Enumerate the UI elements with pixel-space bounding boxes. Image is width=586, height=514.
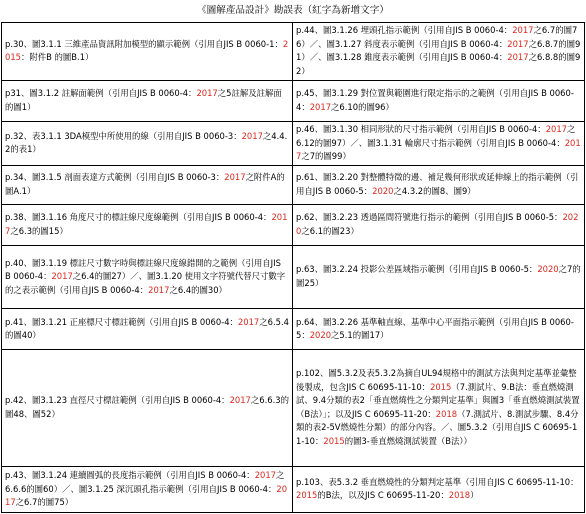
new-text-segment: 2017 bbox=[309, 101, 332, 112]
errata-cell-right bbox=[293, 165, 585, 204]
new-text-segment: 2020 bbox=[309, 330, 332, 341]
text-segment: 之6.10的圖96） bbox=[331, 101, 394, 112]
text-segment: p.30、圖3.1.1 三維產品資訊附加模型的顯示範例（引用自JIS B 0060-1： bbox=[5, 38, 283, 49]
text-segment: p.40、圖3.1.19 標註尺寸數字時與標註線尺度線錯開的之範例（引用自JIS B 0060-4： bbox=[5, 257, 281, 282]
table-row bbox=[2, 80, 585, 121]
text-segment: （7.測試片、8.測試步驟、8.4分類的表2-5V燃燒性分類）的部分內容。／、圖5.3.2（引用自JIS C 60695-11-10： bbox=[296, 408, 579, 446]
text-segment: p.46、圖3.1.30 相同形狀的尺寸指示範例（引用自JIS B 0060-4： bbox=[296, 124, 546, 135]
errata-cell-left bbox=[2, 165, 293, 204]
new-text-segment: 2017 bbox=[224, 172, 246, 183]
new-text-segment: 2017 bbox=[229, 395, 251, 406]
text-segment: （7.測試片、9.B法：垂直燃燒測試、9.4分類的表2「垂直燃燒性之分類判定基準」與圖3「垂直燃燒測試裝置（B法）」；以及JIS C 60695-11-20： bbox=[296, 381, 580, 419]
errata-cell-left bbox=[2, 205, 293, 245]
text-segment: p.61、圖3.2.20 對整體特徵的邊、補足幾何形狀或延伸線上的指示範例（引用自JIS B 0060-5： bbox=[296, 172, 579, 196]
new-text-segment: 2017 bbox=[5, 483, 288, 507]
text-segment: p.41、圖3.1.21 正座標尺寸標註範例（引用自JIS B 0060-4： bbox=[5, 316, 238, 327]
text-segment: p.43、圖3.1.24 連續圓弧的長度指示範例（引用自JIS B 0060-4： bbox=[5, 470, 255, 480]
text-segment: p31、圖3.1.2 註解面範例（引用自JIS B 0060-4： bbox=[5, 88, 197, 99]
text-segment: 之附件A的圖A.1） bbox=[5, 172, 285, 196]
text-segment: 之6.3的圖15） bbox=[10, 225, 68, 236]
errata-cell-right bbox=[293, 350, 585, 466]
new-text-segment: 2017 bbox=[241, 130, 263, 141]
text-segment: 之4.4.2的表1） bbox=[5, 130, 288, 155]
text-segment: p.34、圖3.1.5 剖面表達方式範例（引用自JIS B 0060-3： bbox=[5, 172, 225, 183]
new-text-segment: 2018 bbox=[448, 490, 471, 501]
new-text-segment: 2017 bbox=[512, 25, 534, 36]
errata-cell-left bbox=[2, 23, 293, 81]
text-segment: 之6.5.4的圖40） bbox=[5, 316, 289, 341]
table-row bbox=[2, 165, 585, 204]
errata-table bbox=[1, 22, 585, 513]
text-segment: 之6.6.6的圖60）／、圖3.1.25 深沉頭孔指示範例（引用自JIS B 0060-4： bbox=[5, 470, 285, 494]
text-segment: 的圖3-垂直燃燒測試裝置（B法）） bbox=[344, 435, 472, 446]
table-row bbox=[2, 245, 585, 309]
new-text-segment: 2017 bbox=[545, 124, 568, 135]
errata-cell-left bbox=[2, 245, 293, 309]
text-segment: 的B法，以及JIS C 60695-11-20： bbox=[317, 490, 449, 501]
text-segment: 之6.1的圖23） bbox=[301, 225, 359, 236]
text-segment: 之6.6.3的圖48、圖52） bbox=[5, 395, 289, 419]
text-segment: p.102、圖5.3.2及表5.3.2為摘自UL94規格中的測試方法與判定基準並彙整後製成，包含JIS C 60695-11-10： bbox=[296, 368, 577, 392]
table-row bbox=[2, 309, 585, 350]
errata-cell-left bbox=[2, 309, 293, 350]
text-segment: p.44、圖3.1.26 埋頭孔指示範例（引用自JIS B 0060-4： bbox=[296, 25, 513, 36]
text-segment: 之6.4的圖27）／、圖3.1.20 使用文字符號代替尺寸數字的之表示範例（引用自JIS B 0060-4： bbox=[5, 271, 286, 295]
table-row bbox=[2, 466, 585, 512]
new-text-segment: 2017 bbox=[507, 38, 529, 49]
new-text-segment: 2015 bbox=[5, 38, 289, 63]
new-text-segment: 2017 bbox=[5, 212, 288, 236]
new-text-segment: 2015 bbox=[430, 381, 452, 392]
text-segment: p.38、圖3.1.16 角度尺寸的標註線尺度線範例（引用自JIS B 0060-4： bbox=[5, 212, 272, 223]
errata-cell-left bbox=[2, 350, 293, 466]
errata-cell-left bbox=[2, 466, 293, 512]
text-segment: ） bbox=[470, 490, 479, 501]
new-text-segment: 2017 bbox=[254, 470, 277, 480]
new-text-segment: 2017 bbox=[507, 52, 529, 63]
new-text-segment: 2017 bbox=[296, 137, 581, 162]
table-row bbox=[2, 205, 585, 245]
table-row bbox=[2, 23, 585, 81]
table-row bbox=[2, 350, 585, 466]
table-row bbox=[2, 121, 585, 165]
document-title: 《圖解產品設計》勘誤表（紅字為新增文字） bbox=[197, 5, 389, 16]
text-segment: p.45、圖3.1.29 對位置與範圍進行限定指示的之範例（引用自JIS B 0060-4： bbox=[296, 88, 574, 112]
new-text-segment: 2020 bbox=[296, 212, 579, 236]
text-segment: p.63、圖3.2.24 投影公差區域指示範例（引用自JIS B 0060-5： bbox=[296, 264, 538, 275]
text-segment: p.103、表5.3.2 垂直燃燒性的分類判定基準（引用自JIS C 60695-11-10： bbox=[296, 476, 579, 487]
text-segment: 之5註解及註解面的圖1） bbox=[5, 88, 282, 112]
errata-cell-right bbox=[293, 205, 585, 245]
text-segment: 之6.7的圖76）／、圖3.1.27 斜度表示範例（引用自JIS B 0060-4： bbox=[296, 25, 578, 49]
text-segment: 之4.3.2的圖8、圖9） bbox=[393, 185, 476, 196]
new-text-segment: 2017 bbox=[51, 271, 73, 282]
text-segment: 之6.4的圖30） bbox=[169, 284, 227, 295]
errata-cell-right bbox=[293, 23, 585, 81]
new-text-segment: 2017 bbox=[196, 88, 218, 99]
errata-cell-left bbox=[2, 121, 293, 165]
errata-cell-right bbox=[293, 466, 585, 512]
errata-cell-right bbox=[293, 309, 585, 350]
text-segment: 之5.1的圖17） bbox=[331, 330, 389, 341]
new-text-segment: 2018 bbox=[435, 408, 458, 419]
text-segment: p.42、圖3.1.23 直徑尺寸標註範例（引用自JIS B 0060-4： bbox=[5, 395, 230, 406]
text-segment: 之7的圖99） bbox=[301, 151, 351, 162]
text-segment: 之6.7的圖75） bbox=[15, 497, 74, 507]
new-text-segment: 2020 bbox=[537, 264, 559, 275]
text-segment: 之6.8.8的圖92） bbox=[296, 52, 581, 76]
new-text-segment: 2015 bbox=[323, 435, 345, 446]
new-text-segment: 2015 bbox=[296, 490, 318, 501]
text-segment: ：附件B 的圖B.1） bbox=[21, 52, 94, 63]
new-text-segment: 2017 bbox=[237, 316, 260, 327]
new-text-segment: 2017 bbox=[148, 284, 170, 295]
errata-cell-right bbox=[293, 80, 585, 121]
text-segment: p.62、圖3.2.23 透過區間符號進行指示的範例（引用自JIS B 0060-5： bbox=[296, 212, 563, 223]
new-text-segment: 2020 bbox=[372, 185, 394, 196]
errata-cell-right bbox=[293, 121, 585, 165]
errata-cell-left bbox=[2, 80, 293, 121]
text-segment: 之6.12的圖97）／、圖3.1.31 輪廓尺寸指示範例（引用自JIS B 0060-4： bbox=[296, 124, 576, 148]
text-segment: p.64、圖3.2.26 基準軸直線、基準中心平面指示範例（引用自JIS B 0060-5： bbox=[296, 316, 574, 341]
errata-cell-right bbox=[293, 245, 585, 309]
text-segment: p.32、表3.1.1 3DA模型中所使用的線（引用自JIS B 0060-3： bbox=[5, 130, 242, 141]
text-segment: 之7的圖25） bbox=[296, 264, 581, 288]
text-segment: 之6.8.7的圖91）／、圖3.1.28 錐度表示範例（引用自JIS B 0060-4： bbox=[296, 38, 581, 63]
